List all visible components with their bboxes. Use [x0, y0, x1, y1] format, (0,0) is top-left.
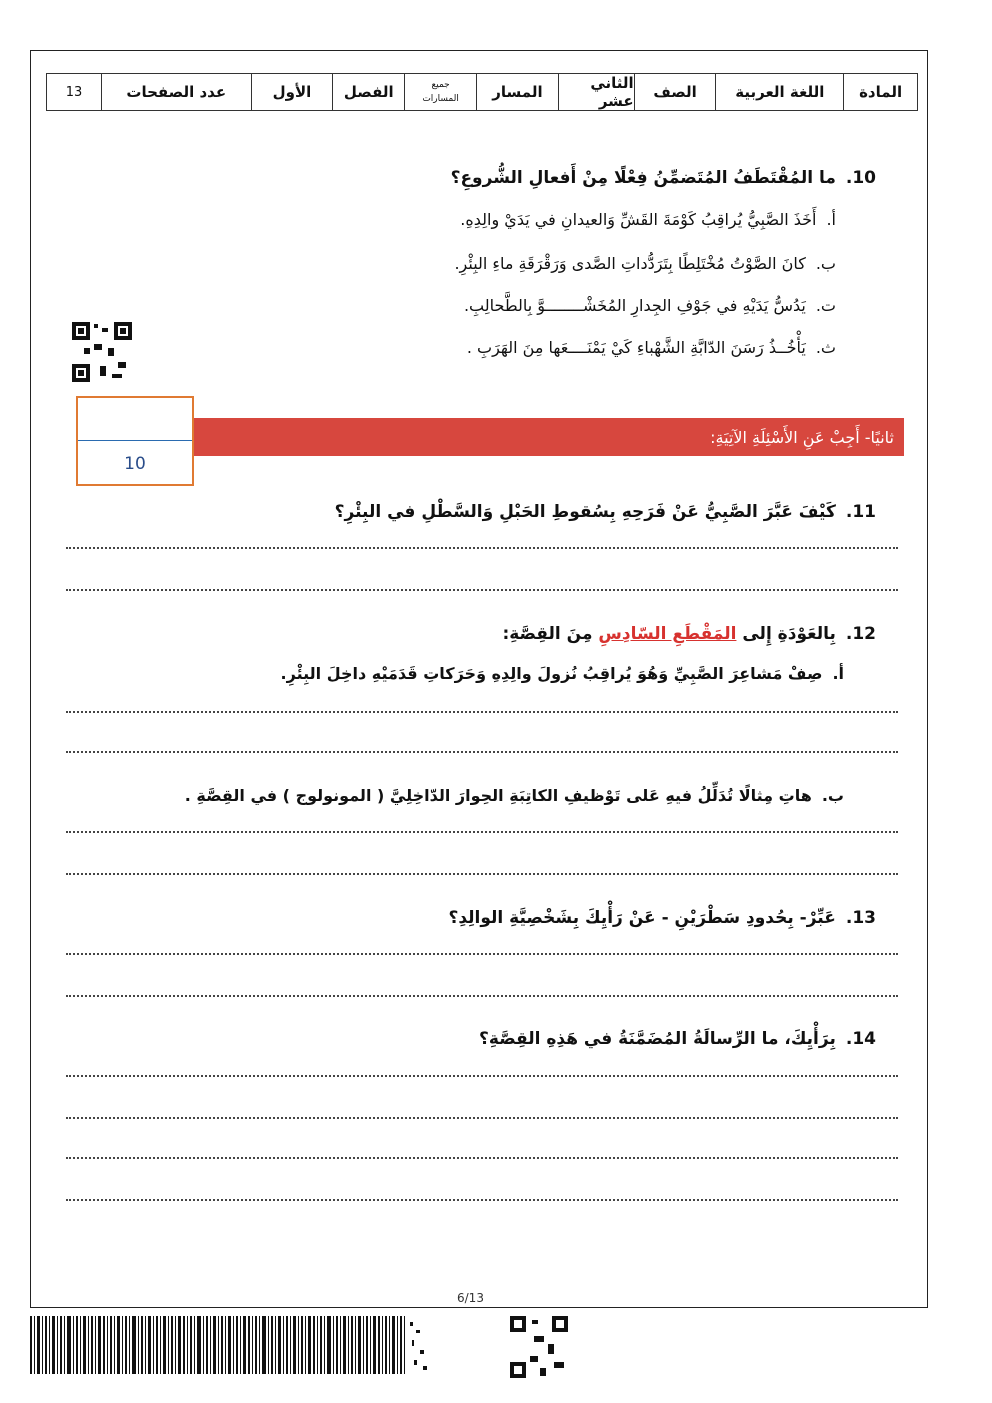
grade-label: الصف	[634, 74, 716, 110]
question-12-highlight: المَقْطَعِ السّادِسِ	[598, 624, 737, 644]
answer-line[interactable]	[66, 711, 898, 713]
track-value-line2: المسارات	[422, 94, 459, 104]
question-13-number: 13.	[845, 908, 876, 928]
score-value: 10	[124, 454, 146, 474]
question-12-text-after: مِنَ القِصَّةِ:	[502, 624, 599, 644]
score-box	[76, 396, 194, 486]
q10-option-a	[460, 210, 836, 229]
question-12b-text: هاتِ مِثالًا تُدَلِّلُ فيهِ عَلى تَوْظيفِ الكاتِبَةِ الحِوارَ الدّاخِلِيَّ ( المونولوج ) في القِصَّةِ .	[184, 786, 812, 805]
subject-value: اللغة العربية	[715, 74, 843, 110]
barcode-icon	[30, 1316, 432, 1374]
q10-option-a-text: أَخَذَ الصَّبِيُّ يُراقِبُ كَوْمَةَ القَشِّ وَالعيدانِ في يَدَيْ والِدِهِ.	[460, 210, 817, 229]
grade-value: الثاني عشر	[558, 74, 634, 110]
answer-line[interactable]	[66, 1117, 898, 1119]
qr-code-icon	[72, 322, 132, 382]
answer-line[interactable]	[66, 953, 898, 955]
question-10	[451, 168, 876, 188]
qr-code-icon	[510, 1316, 568, 1378]
q10-option-d-text: يَأْخُــذُ رَسَنَ الدّابَّةِ الشَّهْباءِ كَيْ يَمْنَــــعَها مِنَ الهَرَبِ .	[466, 338, 806, 357]
answer-line[interactable]	[66, 995, 898, 997]
question-12-text-before: بِالعَوْدَةِ إِلى	[736, 624, 836, 644]
question-12b	[185, 786, 844, 805]
answer-line[interactable]	[66, 873, 898, 875]
question-12-number: 12.	[845, 624, 876, 644]
question-11-number: 11.	[845, 502, 876, 522]
pages-label: عدد الصفحات	[101, 74, 251, 110]
question-11	[335, 502, 876, 522]
question-12a	[281, 664, 844, 683]
subject-label: المادة	[843, 74, 917, 110]
track-label: المسار	[476, 74, 558, 110]
page-number: 6/13	[457, 1291, 484, 1305]
answer-line[interactable]	[66, 1199, 898, 1201]
question-12a-text: صِفْ مَشاعِرَ الصَّبِيِّ وَهُوَ يُراقِبُ نُزولَ والِدِهِ وَحَرَكاتِ قَدَمَيْهِ داخِلَ البِئْرِ.	[280, 664, 823, 683]
pages-value: 13	[65, 84, 83, 100]
q10-option-d-letter: ث.	[815, 338, 836, 357]
question-13	[448, 908, 876, 928]
header-table	[46, 73, 918, 111]
section-banner	[78, 418, 904, 456]
question-14	[479, 1029, 876, 1049]
q10-option-b	[454, 254, 836, 273]
q10-option-c-letter: ت.	[815, 296, 836, 315]
answer-line[interactable]	[66, 831, 898, 833]
q10-option-c	[464, 296, 836, 315]
answer-line[interactable]	[66, 547, 898, 549]
answer-line[interactable]	[66, 1157, 898, 1159]
answer-line[interactable]	[66, 751, 898, 753]
question-13-text: عَبِّرْ- بِحُدودِ سَطْرَيْنِ - عَنْ رَأْيِكَ بِشَخْصِيَّةِ الوالِدِ؟	[448, 908, 836, 928]
question-11-text: كَيْفَ عَبَّرَ الصَّبِيُّ عَنْ فَرَحِهِ بِسُقوطِ الحَبْلِ وَالسَّطْلِ في البِئْرِ؟	[334, 502, 836, 522]
question-12	[502, 624, 876, 644]
answer-line[interactable]	[66, 589, 898, 591]
question-12b-letter: ب.	[821, 786, 844, 805]
question-10-number: 10.	[845, 168, 876, 188]
track-value	[404, 74, 476, 110]
question-12a-letter: أ.	[832, 664, 844, 683]
q10-option-b-letter: ب.	[815, 254, 836, 273]
q10-option-b-text: كانَ الصَّوْتُ مُخْتَلِطًا بِتَرَدُّداتِ الصَّدى وَرَقْرَقَةِ ماءِ البِئْرِ.	[454, 254, 806, 273]
q10-option-d	[467, 338, 836, 357]
question-14-text: بِرَأْيِكَ، ما الرِّسالَةُ المُضَمَّنَةُ في هَذِهِ القِصَّةِ؟	[479, 1029, 836, 1049]
section-title: ثانيًا- أَجِبْ عَنِ الأَسْئِلَةِ الآتِيَةِ:	[710, 427, 894, 447]
question-10-text: ما المُقْتَطَفُ المُتَضمِّنُ فِعْلًا مِنْ أَفعالِ الشُّروعِ؟	[450, 168, 836, 188]
track-value-line1: جميع	[431, 80, 450, 90]
question-14-number: 14.	[845, 1029, 876, 1049]
term-value: الأول	[251, 74, 333, 110]
q10-option-a-letter: أ.	[826, 210, 836, 229]
answer-line[interactable]	[66, 1075, 898, 1077]
term-label: الفصل	[332, 74, 404, 110]
score-divider	[78, 440, 192, 441]
q10-option-c-text: يَدُسُّ يَدَيْهِ في جَوْفِ الجِدارِ المُخَشْــــــــوَّ بِالطَّحالِبِ.	[463, 296, 806, 315]
